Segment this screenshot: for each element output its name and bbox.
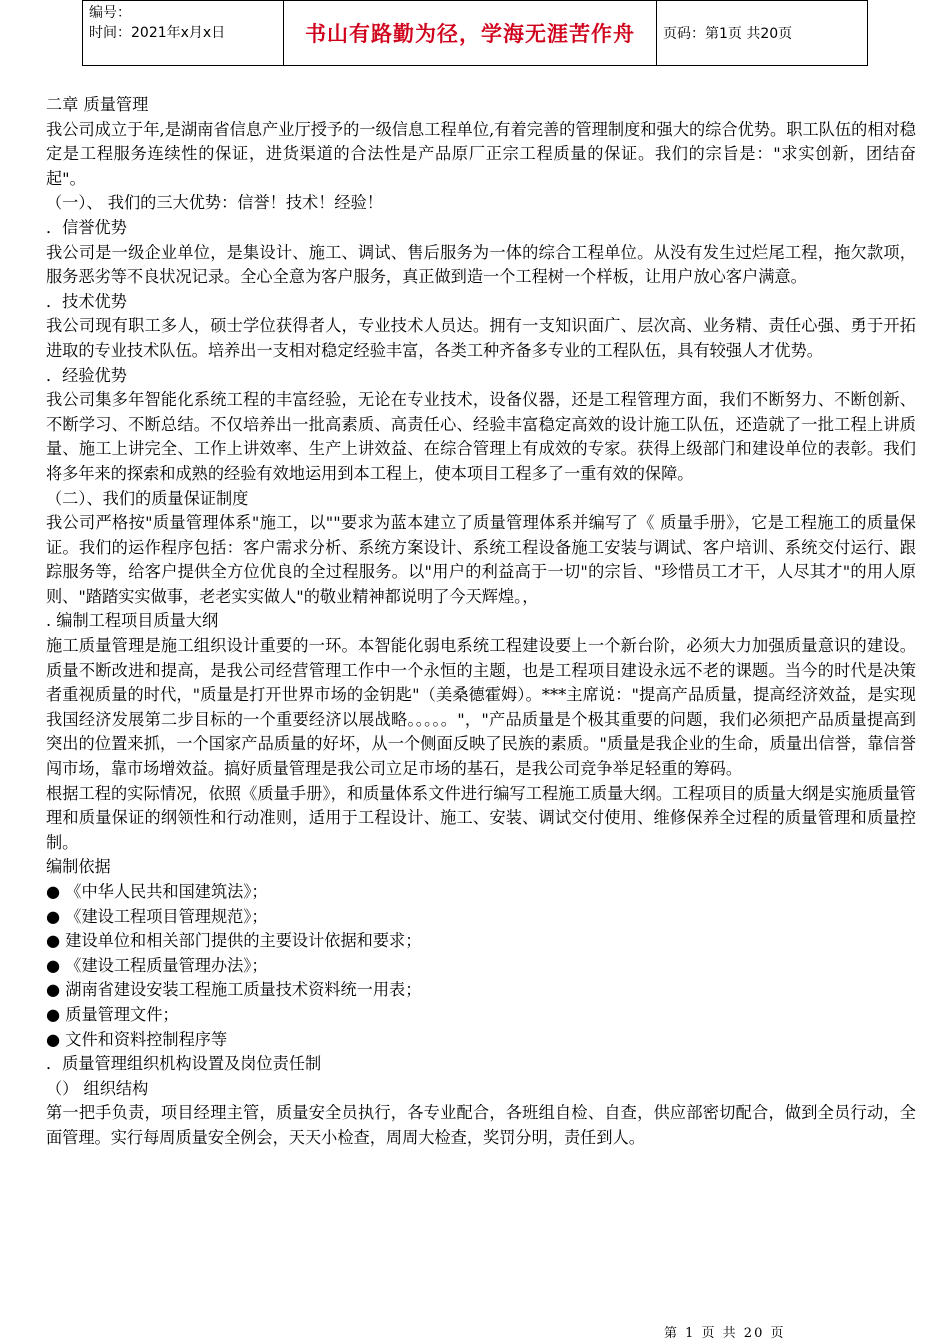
document-body <box>46 93 916 1151</box>
bullet-item: ● 质量管理文件； <box>46 1004 179 1024</box>
body-paragraph: 我公司严格按"质量管理体系"施工，以""要求为蓝本建立了质量管理体系并编写了《 质量手册》，它是工程施工的质量保证。我们的运作程序包括：客户需求分析、系统方案设计、系统工程设备施工安装与调试、客户培训、系统交付运行、跟踪服务等，给客户提供全方位优良的全过程服务。以"用户的利益高于一切"的宗旨、"珍惜员工才干，人尽其才"的用人原则、"踏踏实实做事，老老实实做人"的敬业精神都说明了今天辉煌。， <box>46 513 916 606</box>
document-header <box>82 0 868 66</box>
document-number-label: 编号： <box>89 5 131 21</box>
subsection-heading: （） 组织结构 <box>46 1078 149 1098</box>
bullet-item: ● 文件和资料控制程序等 <box>46 1029 228 1049</box>
subsection-heading: . 编制工程项目质量大纲 <box>46 611 219 631</box>
header-meta <box>83 1 284 66</box>
subsection-heading: ．质量管理组织机构设置及岗位责任制 <box>46 1054 322 1074</box>
subsection-heading: ．信誉优势 <box>46 217 127 237</box>
header-page-info: 页码：第1页 共20页 <box>657 1 868 66</box>
body-paragraph: 施工质量管理是施工组织设计重要的一环。本智能化弱电系统工程建设要上一个新台阶，必须大力加强质量意识的建设。质量不断改进和提高，是我公司经营管理工作中一个永恒的主题，也是工程项目建设永远不老的课题。当今的时代是决策者重视质量的时代，"质量是打开世界市场的金钥匙"（美桑德霍姆）。***主席说："提高产品质量，提高经济效益，是实现我国经济发展第二步目标的一个重要经济以展战略。。。。。"，"产品质量是个极其重要的问题，我们必须把产品质量提高到突出的位置来抓，一个国家产品质量的好坏，从一个侧面反映了民族的素质。"质量是我企业的生命，质量出信誉，靠信誉闯市场，靠市场增效益。搞好质量管理是我公司立足市场的基石，是我公司竞争举足轻重的筹码。 <box>46 636 916 779</box>
body-paragraph: 第一把手负责，项目经理主管，质量安全员执行，各专业配合，各班组自检、自查，供应部密切配合，做到全员行动，全面管理。实行每周质量安全例会，天天小检查，周周大检查，奖罚分明，责任到人。 <box>46 1103 916 1147</box>
section-heading: （一）、 我们的三大优势：信誉！技术！经验！ <box>46 193 383 213</box>
body-paragraph: 我公司集多年智能化系统工程的丰富经验，无论在专业技术，设备仪器，还是工程管理方面，我们不断努力、不断创新、不断学习、不断总结。不仅培养出一批高素质、高责任心、经验丰富稳定高效的设计施工队伍，还造就了一批工程上讲质量、施工上讲完全、工作上讲效率、生产上讲效益、在综合管理上有成效的专家。获得上级部门和建设单位的表彰。我们将多年来的探索和成熟的经验有效地运用到本工程上，使本项目工程多了一重有效的保障。 <box>46 390 916 483</box>
bullet-item: ● 《中华人民共和国建筑法》； <box>46 882 268 901</box>
subsection-heading: ．技术优势 <box>46 291 127 311</box>
page-footer: 第 1 页 共 20 页 <box>664 1326 786 1341</box>
body-paragraph: 我公司成立于年,是湖南省信息产业厅授予的一级信息工程单位,有着完善的管理制度和强大的综合优势。职工队伍的相对稳定是工程服务连续性的保证，进货渠道的合法性是产品原厂正宗工程质量的保证。我们的宗旨是："求实创新，团结奋起"。 <box>46 119 916 188</box>
body-paragraph: 我公司现有职工多人，硕士学位获得者人，专业技术人员达。拥有一支知识面广、层次高、业务精、责任心强、勇于开拓进取的专业技术队伍。培养出一支相对稳定经验丰富，各类工种齐备多专业的工程队伍，具有较强人才优势。 <box>46 316 916 360</box>
body-paragraph: 我公司是一级企业单位，是集设计、施工、调试、售后服务为一体的综合工程单位。从没有发生过烂尾工程，拖欠款项，服务恶劣等不良状况记录。全心全意为客户服务，真正做到造一个工程树一个样板，让用户放心客户满意。 <box>46 242 916 287</box>
bullet-item: ● 《建设工程质量管理办法》； <box>46 955 268 975</box>
section-heading: （二）、我们的质量保证制度 <box>46 488 249 508</box>
subsection-heading: 编制依据 <box>46 857 111 877</box>
body-paragraph: 根据工程的实际情况，依照《质量手册》，和质量体系文件进行编写工程施工质量大纲。工程项目的质量大纲是实施质量管理和质量保证的纲领性和行动准则，适用于工程设计、施工、安装、调试交付使用、维修保养全过程的质量管理和质量控制。 <box>46 783 916 852</box>
subsection-heading: ．经验优势 <box>46 365 127 385</box>
bullet-item: ● 《建设工程项目管理规范》； <box>46 906 268 926</box>
chapter-title: 二章 质量管理 <box>46 95 149 114</box>
bullet-item: ● 湖南省建设安装工程施工质量技术资料统一用表； <box>46 980 422 1000</box>
document-time-label: 时间：2021年x月x日 <box>89 25 226 41</box>
header-motto: 书山有路勤为径，学海无涯苦作舟 <box>284 1 657 66</box>
bullet-item: ● 建设单位和相关部门提供的主要设计依据和要求； <box>46 931 422 951</box>
